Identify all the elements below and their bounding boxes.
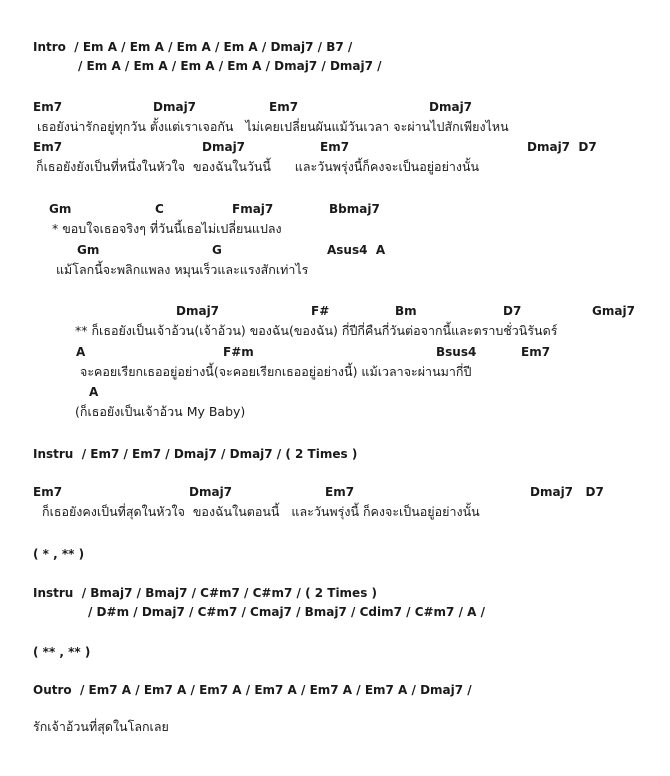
chord: Dmaj7 [189,485,233,499]
chord: Fmaj7 [232,202,274,216]
chord: D7 [503,304,522,318]
repeat-marker-1: ( * , ** ) [33,547,85,561]
chord: Asus4 A [327,243,386,257]
outro: Outro / Em7 A / Em7 A / Em7 A / Em7 A / Em7 A / Em7 A / Dmaj7 / [33,683,472,697]
chord: Dmaj7 [202,140,246,154]
instrumental-2-line-2: / D#m / Dmaj7 / C#m7 / Cmaj7 / Bmaj7 / Cdim7 / C#m7 / A / [88,605,485,619]
chord: Em7 [325,485,355,499]
chord: Em7 [33,485,63,499]
chord: Bbmaj7 [329,202,380,216]
lyric-line: * ขอบใจเธอจริงๆ ที่วันนี้เธอไม่เปลี่ยนแปลง [52,221,282,236]
lyric-line: เธอยังน่ารักอยู่ทุกวัน ตั้งแต่เราเจอกัน ไม่เคยเปลี่ยนผันแม้วันเวลา จะผ่านไปสักเพียงไหน [37,119,509,134]
chord: Gm [49,202,72,216]
lyric-line: ** ก็เธอยังเป็นเจ้าอ้วน(เจ้าอ้วน) ของฉัน(ของฉัน) กี่ปีกี่คืนกี่วันต่อจากนี้และตราบชั่วนิรันดร์ [75,323,558,338]
intro-line-1: Intro / Em A / Em A / Em A / Em A / Dmaj7 / B7 / [33,40,353,54]
chord: Em7 [269,100,299,114]
chord: Dmaj7 [176,304,220,318]
repeat-marker-2: ( ** , ** ) [33,645,91,659]
lyric-line: จะคอยเรียกเธออยู่อย่างนี้(จะคอยเรียกเธออยู่อย่างนี้) แม้เวลาจะผ่านมากี่ปี [80,364,472,379]
chord: C [155,202,164,216]
instrumental-2-line-1: Instru / Bmaj7 / Bmaj7 / C#m7 / C#m7 / ( 2 Times ) [33,586,378,600]
chord: Em7 [33,100,63,114]
chord: A [76,345,86,359]
lyric-line: ก็เธอยังยังเป็นที่หนึ่งในหัวใจ ของฉันในวันนี้ และวันพรุ่งนี้ก็คงจะเป็นอยู่อย่างนั้น [36,159,480,174]
intro-line-2: / Em A / Em A / Em A / Em A / Dmaj7 / Dmaj7 / [78,59,382,73]
lyric-line: (ก็เธอยังเป็นเจ้าอ้วน My Baby) [75,404,246,419]
chord: Em7 [33,140,63,154]
chord: Dmaj7 D7 [527,140,597,154]
chord: Em7 [521,345,551,359]
lyric-line: แม้โลกนี้จะพลิกแพลง หมุนเร็วและแรงสักเท่าไร [56,262,309,277]
chord: Bsus4 [436,345,477,359]
chord: Gmaj7 [592,304,635,318]
chord: F# [311,304,330,318]
chord: Gm [77,243,100,257]
instrumental-1: Instru / Em7 / Em7 / Dmaj7 / Dmaj7 / ( 2 Times ) [33,447,358,461]
chord: F#m [223,345,254,359]
chord: A [89,385,99,399]
chord: Em7 [320,140,350,154]
chord: Dmaj7 [153,100,197,114]
ending-lyric: รักเจ้าอ้วนที่สุดในโลกเลย [33,719,169,734]
chord: G [212,243,222,257]
chord: Bm [395,304,417,318]
chord: Dmaj7 [429,100,473,114]
lyric-line: ก็เธอยังคงเป็นที่สุดในหัวใจ ของฉันในตอนนี้ และวันพรุ่งนี้ ก็คงจะเป็นอยู่อย่างนั้น [42,504,480,519]
chord: Dmaj7 D7 [530,485,604,499]
